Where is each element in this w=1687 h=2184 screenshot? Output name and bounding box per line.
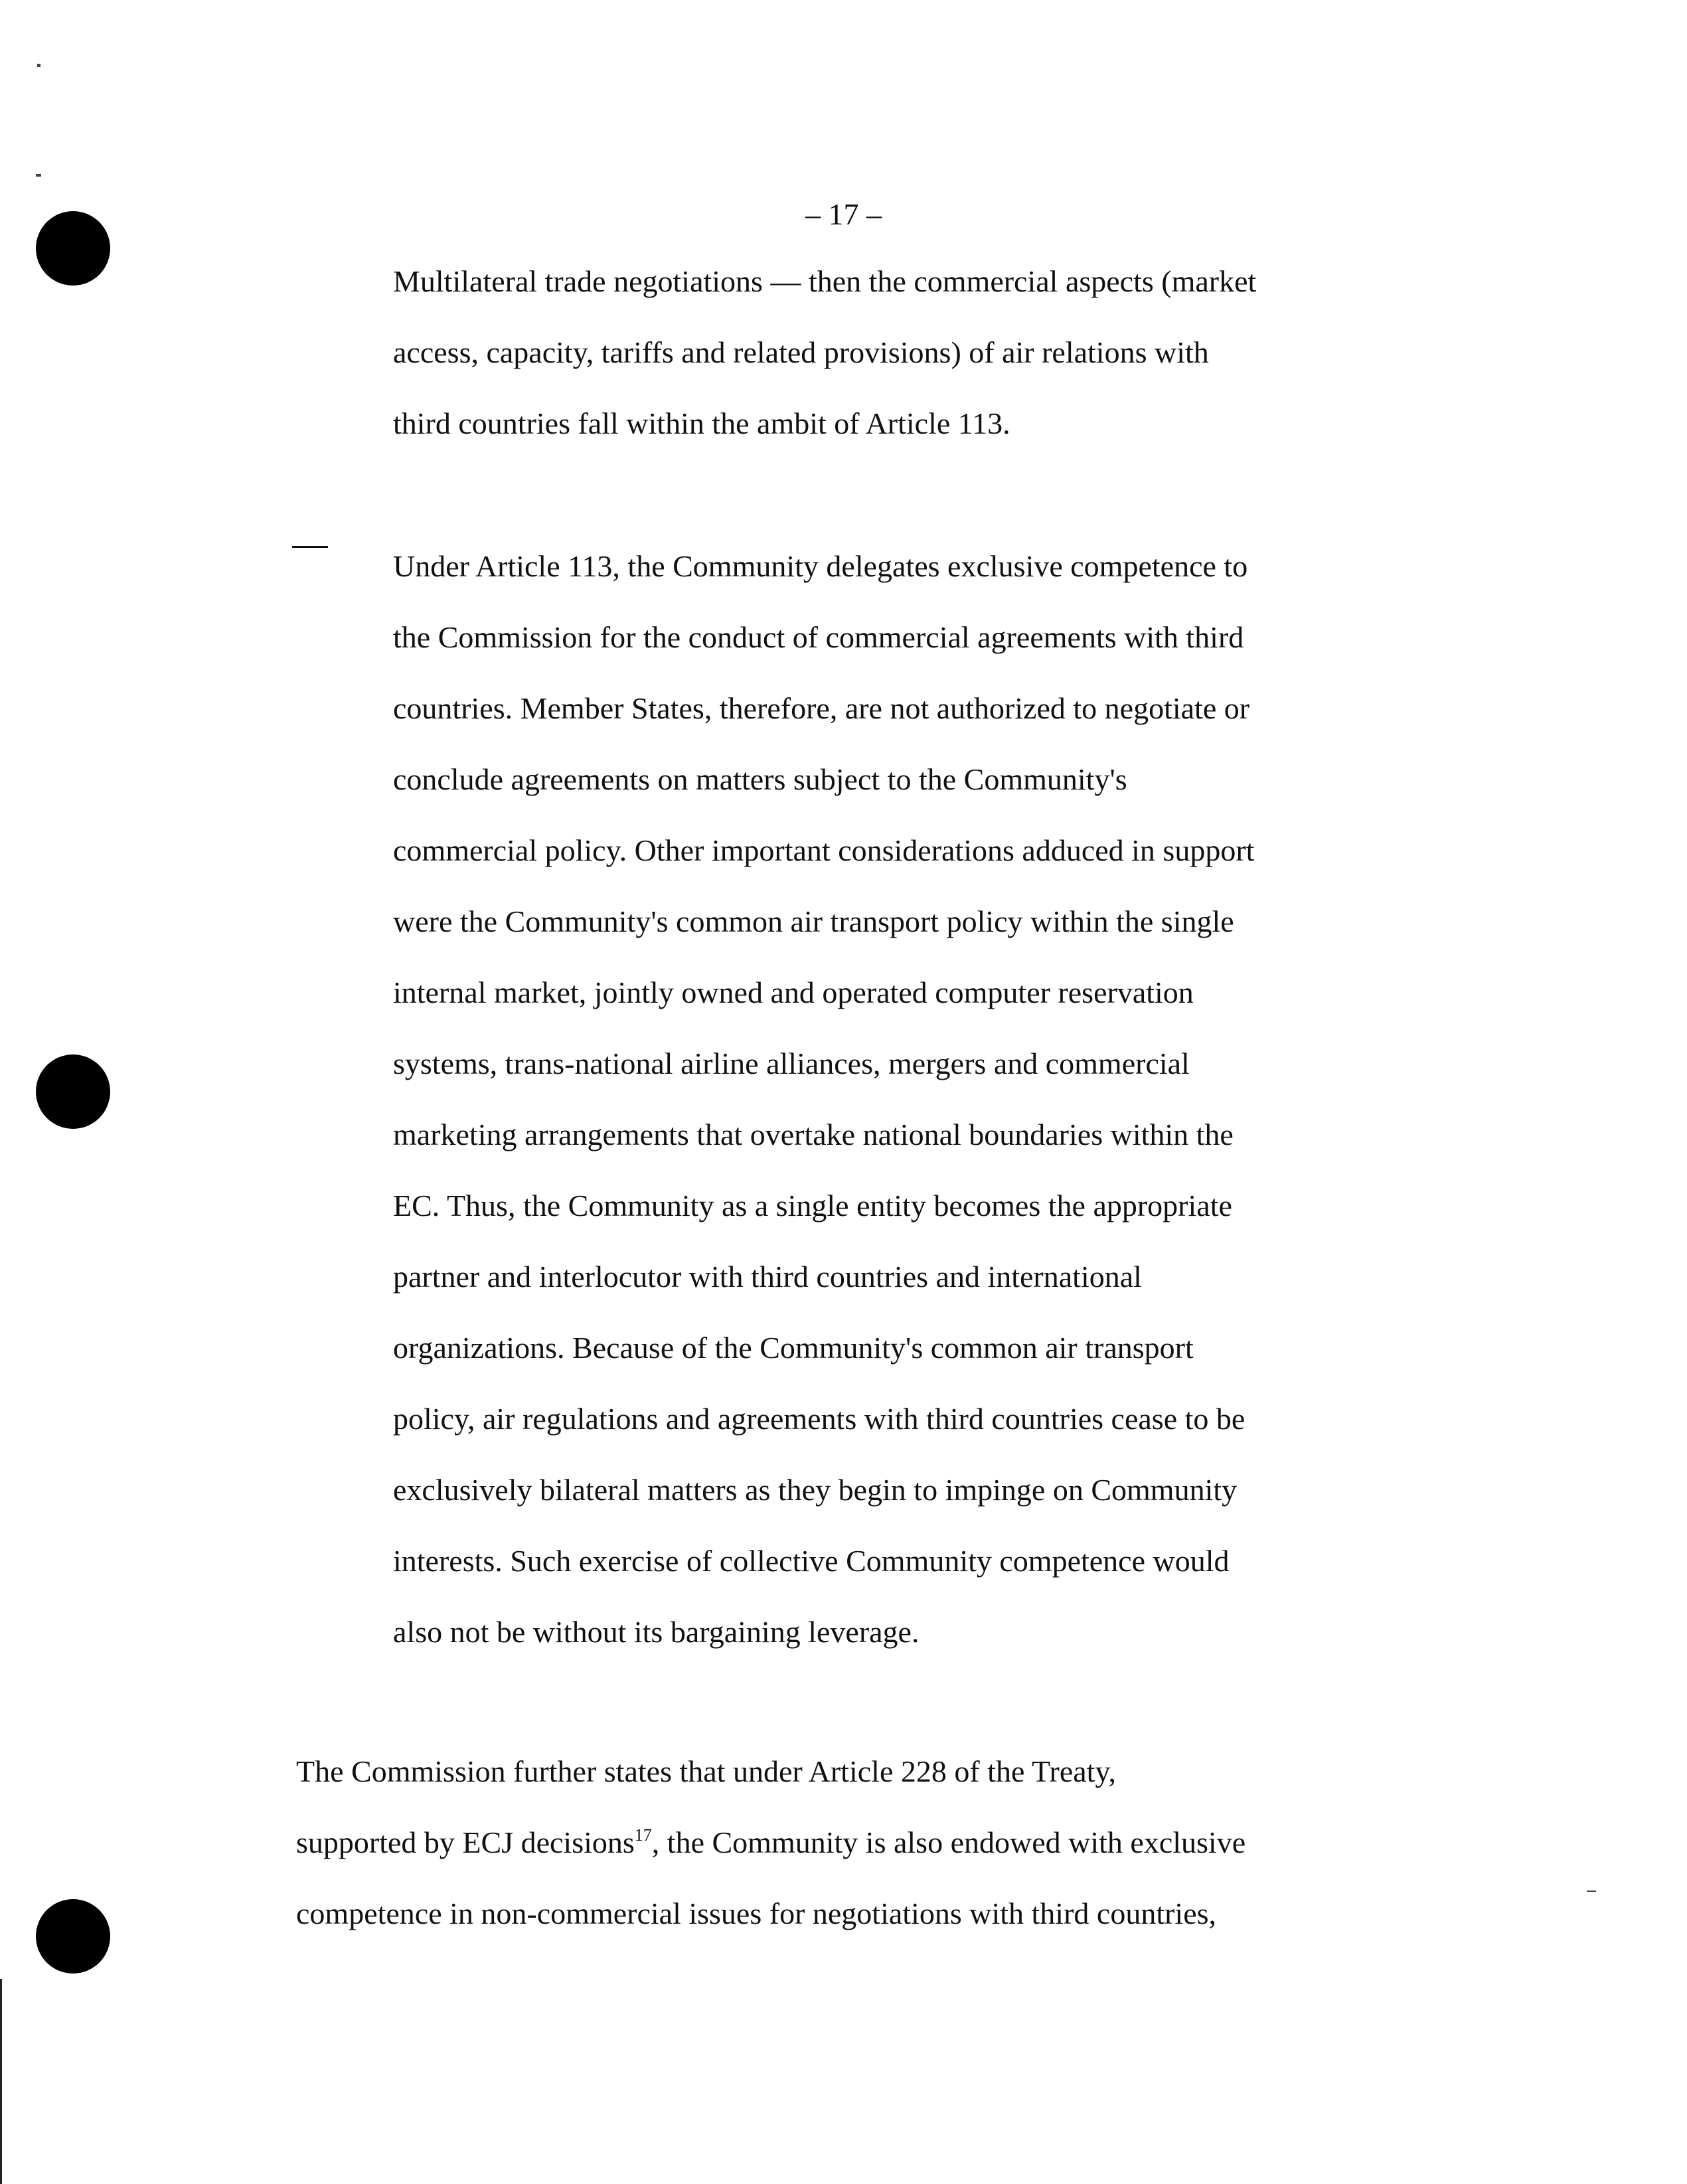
list-item-line: internal market, jointly owned and operated computer reservation <box>393 975 1194 1009</box>
scan-speck <box>37 64 40 67</box>
list-item-line: Under Article 113, the Community delegates exclusive competence to <box>393 549 1248 583</box>
list-item-line: organizations. Because of the Community's common air transport <box>393 1331 1194 1365</box>
list-item-line: partner and interlocutor with third countries and international <box>393 1260 1142 1294</box>
list-item-line: exclusively bilateral matters as they begin to impinge on Community <box>393 1473 1238 1507</box>
paragraph-line: The Commission further states that under Article 228 of the Treaty, <box>296 1754 1116 1788</box>
list-item-line: EC. Thus, the Community as a single entity becomes the appropriate <box>393 1189 1232 1222</box>
page-number: – 17 – <box>805 197 882 231</box>
scan-edge-mark <box>0 1979 2 2184</box>
scan-speck <box>1587 1890 1596 1892</box>
list-item-line: marketing arrangements that overtake national boundaries within the <box>393 1118 1234 1151</box>
em-dash-bullet <box>292 546 328 548</box>
paragraph-line: access, capacity, tariffs and related provisions) of air relations with <box>393 335 1209 369</box>
paragraph-line: third countries fall within the ambit of Article 113. <box>393 406 1010 440</box>
line-text: , the Community is also endowed with exclusive <box>651 1825 1246 1859</box>
punch-hole-bottom <box>36 1899 110 1974</box>
list-item-line: also not be without its bargaining leverage. <box>393 1615 920 1649</box>
list-item-line: interests. Such exercise of collective Community competence would <box>393 1544 1230 1578</box>
list-item-line: policy, air regulations and agreements with third countries cease to be <box>393 1402 1245 1436</box>
list-item-line: countries. Member States, therefore, are not authorized to negotiate or <box>393 691 1250 725</box>
list-item-line: the Commission for the conduct of commercial agreements with third <box>393 620 1244 654</box>
list-item-line: were the Community's common air transport policy within the single <box>393 904 1234 938</box>
list-item-line: commercial policy. Other important considerations adduced in support <box>393 833 1255 867</box>
paragraph-line <box>296 1823 1245 1863</box>
scan-speck <box>36 174 41 177</box>
list-item-line: systems, trans-national airline alliances, mergers and commercial <box>393 1047 1190 1080</box>
list-item-line: conclude agreements on matters subject to the Community's <box>393 762 1127 796</box>
paragraph-line: Multilateral trade negotiations — then the commercial aspects (market <box>393 264 1257 298</box>
punch-hole-middle <box>36 1054 110 1129</box>
line-text: supported by ECJ decisions <box>296 1825 635 1859</box>
paragraph-line: competence in non-commercial issues for negotiations with third countries, <box>296 1896 1217 1930</box>
footnote-reference[interactable]: 17 <box>634 1825 652 1845</box>
